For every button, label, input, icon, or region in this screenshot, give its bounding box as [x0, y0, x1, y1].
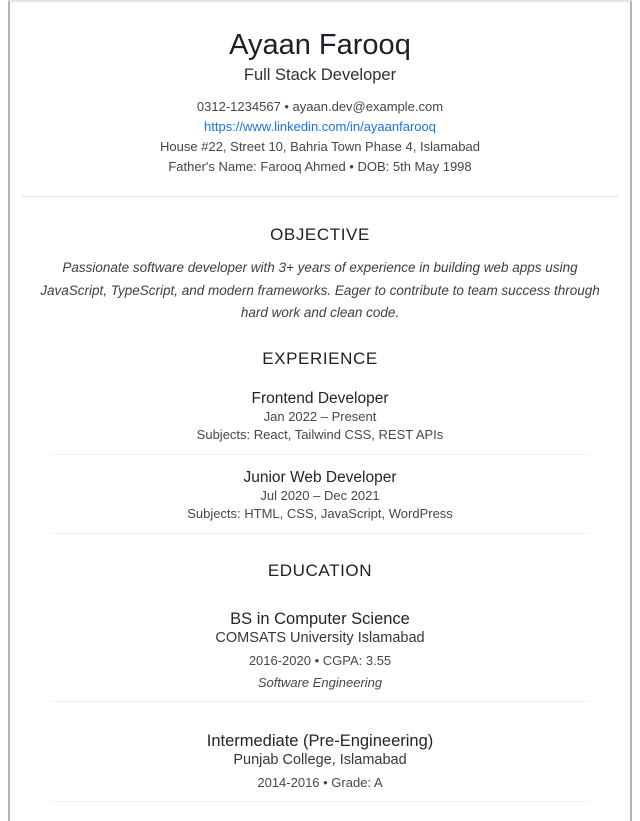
education-item — [10, 609, 630, 692]
address-line: House #22, Street 10, Bahria Town Phase 4, Islamabad — [160, 139, 480, 154]
experience-title: Junior Web Developer — [243, 468, 397, 486]
experience-details: Subjects: HTML, CSS, JavaScript, WordPress — [187, 505, 453, 521]
education-school: Punjab College, Islamabad — [233, 751, 407, 768]
education-item — [10, 731, 630, 792]
education-item-divider — [50, 701, 590, 702]
person-name: Ayaan Farooq — [229, 29, 411, 61]
objective-heading: OBJECTIVE — [270, 225, 370, 244]
experience-item-divider — [50, 454, 590, 455]
education-heading: EDUCATION — [267, 560, 373, 580]
linkedin-line — [10, 117, 630, 137]
job-title: Full Stack Developer — [243, 66, 397, 84]
resume-header — [10, 30, 630, 177]
experience-details: Subjects: React, Tailwind CSS, REST APIs — [196, 426, 444, 442]
personal-line: Father's Name: Farooq Ahmed • DOB: 5th May 1998 — [168, 159, 472, 174]
resume-page — [8, 0, 632, 821]
education-degree: BS in Computer Science — [230, 609, 410, 628]
experience-section — [10, 349, 630, 534]
education-period: 2014-2016 • Grade: A — [257, 774, 383, 790]
contact-block — [10, 97, 630, 177]
experience-end-divider — [50, 533, 590, 534]
education-end-divider — [50, 801, 590, 802]
experience-item — [10, 389, 630, 444]
experience-heading: EXPERIENCE — [262, 348, 378, 368]
phone-email-line: 0312-1234567 • ayaan.dev@example.com — [196, 99, 444, 114]
education-note: Software Engineering — [257, 674, 383, 690]
header-divider — [22, 196, 618, 197]
education-period: 2016-2020 • CGPA: 3.55 — [248, 652, 392, 668]
objective-section — [10, 225, 630, 325]
experience-dates: Jan 2022 – Present — [263, 408, 377, 424]
education-section — [10, 561, 630, 802]
experience-item — [10, 468, 630, 523]
experience-dates: Jul 2020 – Dec 2021 — [260, 487, 380, 503]
experience-title: Frontend Developer — [251, 389, 389, 407]
education-school: COMSATS University Islamabad — [215, 629, 425, 646]
education-degree: Intermediate (Pre-Engineering) — [206, 731, 434, 750]
objective-text: Passionate software developer with 3+ years of experience in building web apps using JavaScript, TypeScript, and modern frameworks. Eager to contribute to team success through hard work and clean code. — [40, 260, 600, 320]
linkedin-link[interactable]: https://www.linkedin.com/in/ayaanfarooq — [204, 119, 436, 134]
